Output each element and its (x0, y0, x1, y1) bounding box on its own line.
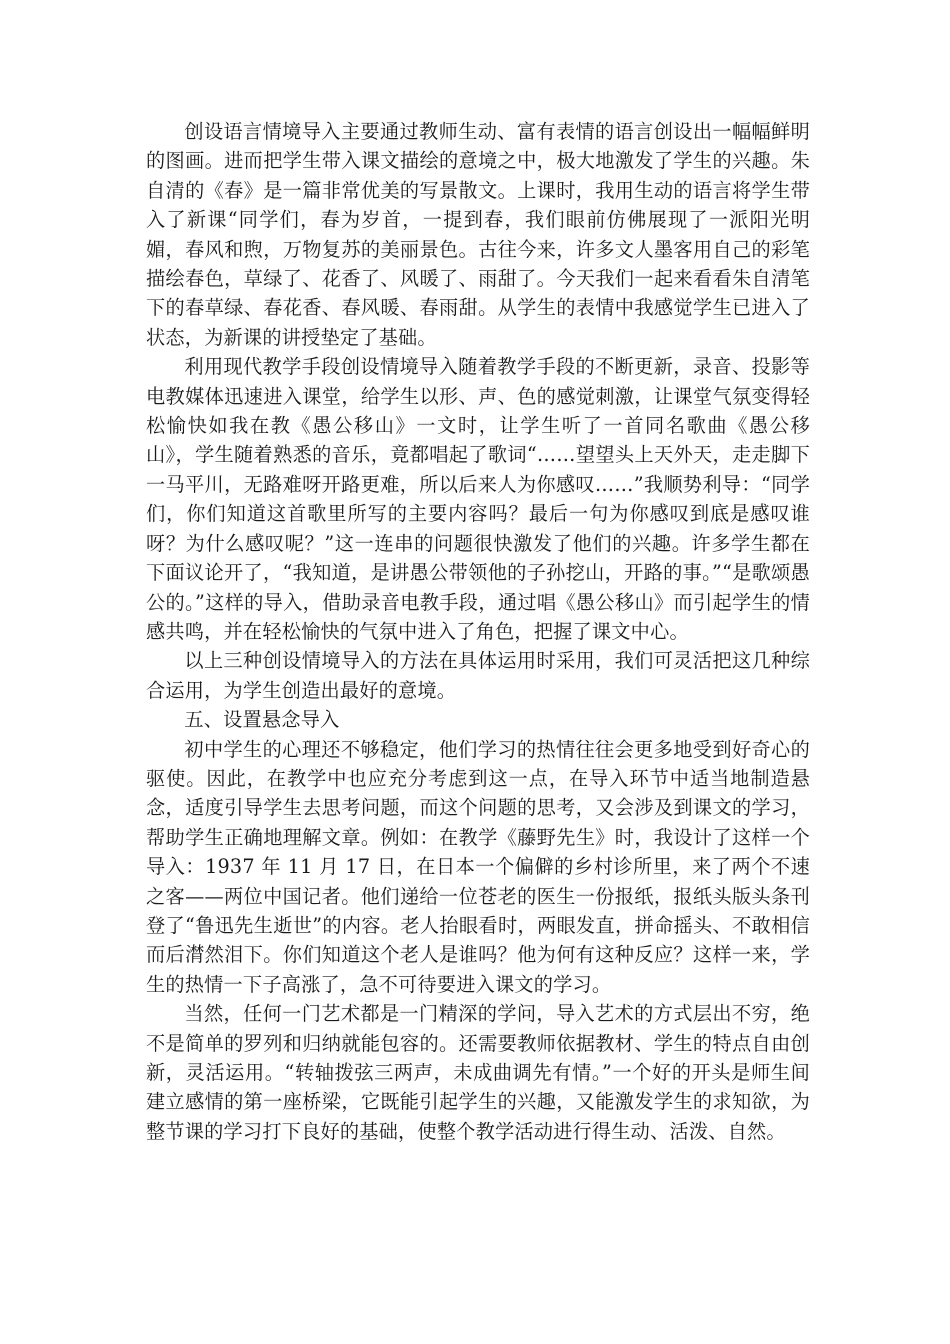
paragraph-modern-teaching-means: 利用现代教学手段创设情境导入随着教学手段的不断更新，录音、投影等电教媒体迅速进入课堂，给学生以形、声、色的感觉刺激，让课堂气氛变得轻松愉快如我在教《愚公移山》一文时，让学生听了一首同名歌曲《愚公移山》，学生随着熟悉的音乐，竟都唱起了歌词“……望望头上天外天，走走脚下一马平川，无路难呀开路更难，所以后来人为你感叹……”我顺势利导：“同学们，你们知道这首歌里所写的主要内容吗？最后一句为你感叹到底是感叹谁呀？为什么感叹呢？”这一连串的问题很快激发了他们的兴趣。许多学生都在下面议论开了，“我知道，是讲愚公带领他的子孙挖山，开路的事。”“是歌颂愚公的。”这样的导入，借助录音电教手段，通过唱《愚公移山》而引起学生的情感共鸣，并在轻松愉快的气氛中进入了角色，把握了课文中心。 (146, 355, 810, 643)
section-heading-suspense: 五、设置悬念导入 (184, 708, 340, 732)
paragraph-suspense-intro: 初中学生的心理还不够稳定，他们学习的热情往往会更多地受到好奇心的驱使。因此，在教学中也应充分考虑到这一点，在导入环节中适当地制造悬念，适度引导学生去思考问题，而这个问题的思考，又会涉及到课文的学习，帮助学生正确地理解文章。例如：在教学《藤野先生》时，我设计了这样一个导入：1937 年 11 月 17 日，在日本一个偏僻的乡村诊所里，来了两个不速之客——两位中国记者。他们递给一位苍老的医生一份报纸，报纸头版头条刊登了“鲁迅先生逝世”的内容。老人抬眼看时，两眼发直，拼命摇头、不敢相信而后潸然泪下。你们知道这个老人是谁吗？他为何有这种反应？这样一来，学生的热情一下子高涨了，急不可待要进入课文的学习。 (146, 737, 810, 996)
document-body (146, 117, 810, 1146)
paragraph-conclusion: 当然，任何一门艺术都是一门精深的学问，导入艺术的方式层出不穷，绝不是简单的罗列和归纳就能包容的。还需要教师依据教材、学生的特点自由创新，灵活运用。“转轴拨弦三两声，未成曲调先有情。”一个好的开头是师生间建立感情的第一座桥梁，它既能引起学生的兴趣，又能激发学生的求知欲，为整节课的学习打下良好的基础，使整个教学活动进行得生动、活泼、自然。 (146, 1002, 810, 1143)
paragraph-summary-three-methods: 以上三种创设情境导入的方法在具体运用时采用，我们可灵活把这几种综合运用，为学生创造出最好的意境。 (146, 649, 810, 702)
paragraph-language-situation: 创设语言情境导入主要通过教师生动、富有表情的语言创设出一幅幅鲜明的图画。进而把学生带入课文描绘的意境之中，极大地激发了学生的兴趣。朱自清的《春》是一篇非常优美的写景散文。上课时，我用生动的语言将学生带入了新课“同学们，春为岁首，一提到春，我们眼前仿佛展现了一派阳光明媚，春风和煦，万物复苏的美丽景色。古往今来，许多文人墨客用自己的彩笔描绘春色，草绿了、花香了、风暖了、雨甜了。今天我们一起来看看朱自清笔下的春草绿、春花香、春风暖、春雨甜。从学生的表情中我感觉学生已进入了状态，为新课的讲授垫定了基础。 (146, 120, 810, 349)
